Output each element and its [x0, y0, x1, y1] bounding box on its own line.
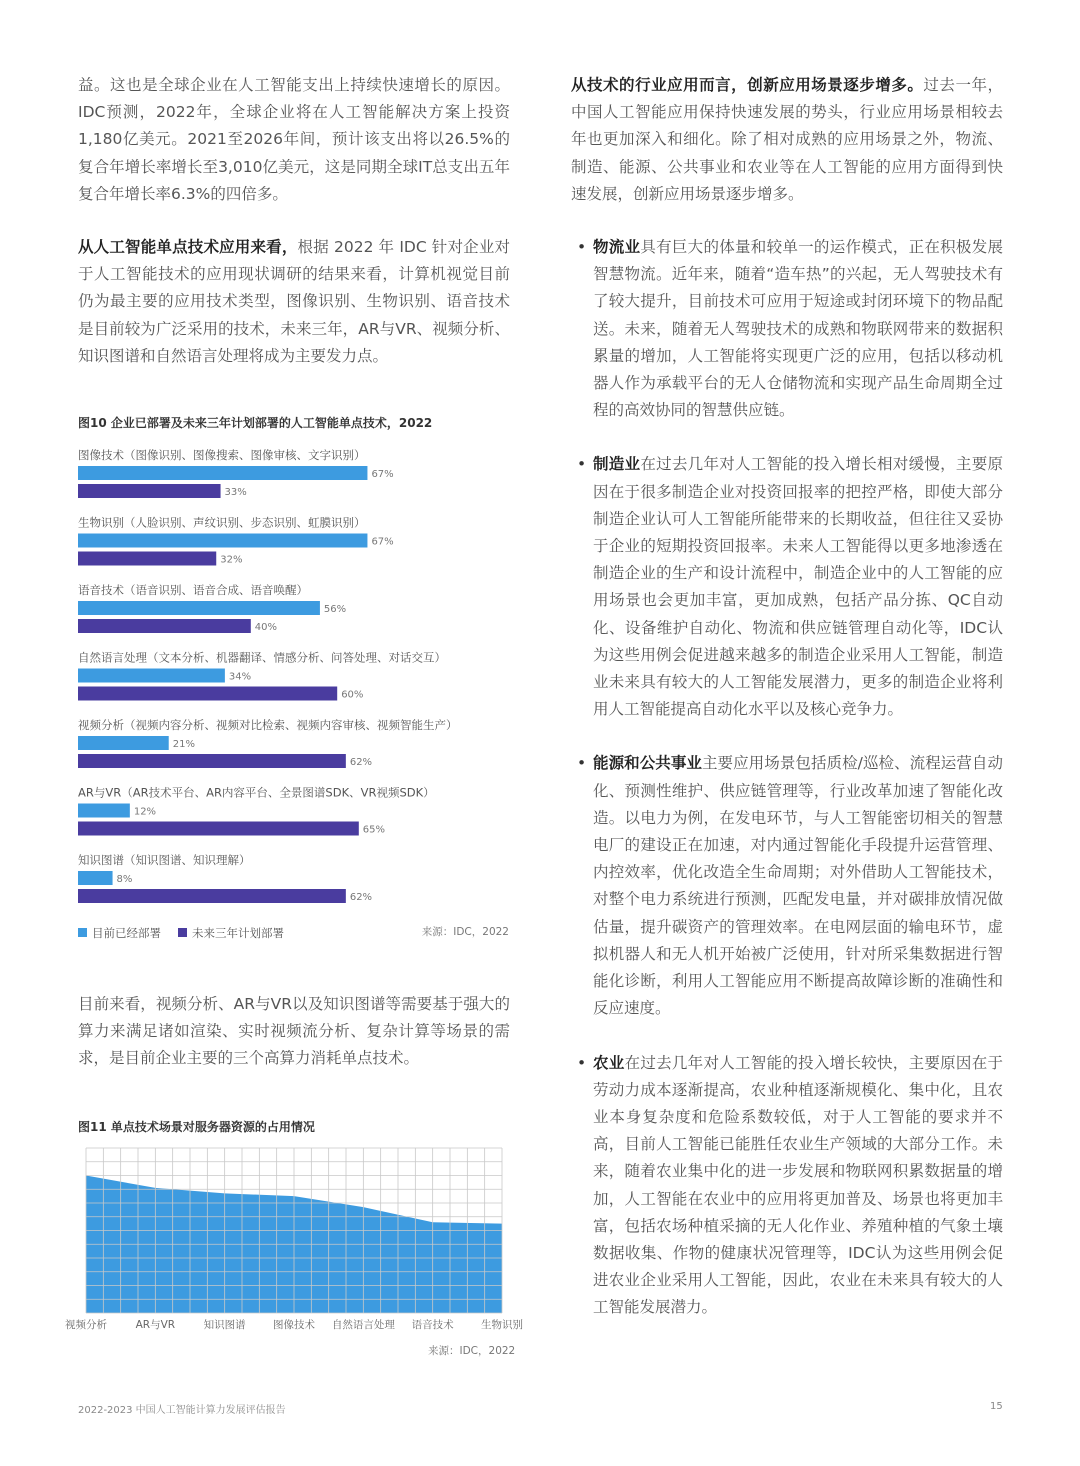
left-column	[78, 72, 510, 370]
value-label-future: 65%	[362, 824, 386, 836]
value-label-current: 56%	[323, 604, 347, 615]
x-tick-label: 自然语言处理	[331, 1319, 395, 1331]
figure11-title: 图11 单点技术场景对服务器资源的占用情况	[78, 1120, 315, 1134]
x-tick-label: 知识图谱	[203, 1319, 246, 1331]
category-label: 知识图谱（知识图谱、知识理解）	[78, 853, 251, 867]
bar-current	[78, 534, 367, 548]
bullet-logistics-text: 具有巨大的体量和较单一的运作模式，正在积极发展智慧物流。近年来，随着“造车热”的兴起，无人驾驶技术有了较大提升，目前技术可应用于短途或封闭环境下的物品配送。未来，随着无人驾驶技术的成熟和物联网带来的数据积累量的增加，人工智能将实现更广泛的应用，包括以移动机器人作为承载平台的无人仓储物流和实现产品生命周期全过程的高效协同的智慧供应链。	[593, 238, 1003, 420]
legend-swatch-future	[178, 928, 187, 937]
bullet-agriculture	[571, 1050, 1003, 1322]
single-tech-body: 根据 2022 年 IDC 针对企业对于人工智能技术的应用现状调研的结果来看，计算机视觉目前仍为最主要的应用技术类型，图像识别、生物识别、语音技术是目前较为广泛采用的技术，未来三年，AR与VR、视频分析、知识图谱和自然语言处理将成为主要发力点。	[78, 238, 510, 365]
bullet-energy-text: 主要应用场景包括质检/巡检、流程运营自动化、预测性维护、供应链管理等，行业改革加速了智能化改造。以电力为例，在发电环节，与人工智能密切相关的智慧电厂的建设正在加速，对内通过智能化手段提升运营管理、内控效率，优化改造全生命周期；对外借助人工智能技术，对整个电力系统进行预测，匹配发电量，并对碳排放情况做估量，提升碳资产的管理效率。在电网层面的输电环节，虚拟机器人和无人机开始被广泛使用，针对所采集数据进行智能化诊断，利用人工智能应用不断提高故障诊断的准确性和反应速度。	[593, 754, 1003, 1018]
bar-current	[78, 601, 320, 615]
industry-body: 过去一年，中国人工智能应用保持快速发展的势头，行业应用场景相较去年也更加深入和细化。除了相对成熟的应用场景之外，物流、制造、能源、公共事业和农业等在人工智能的应用方面得到快速发展，创新应用场景逐步增多。	[571, 76, 1003, 203]
category-label: 图像技术（图像识别、图像搜索、图像审核、文字识别）	[78, 448, 366, 462]
bar-future	[78, 754, 346, 768]
x-tick-label: AR与VR	[135, 1319, 176, 1331]
bar-current	[78, 669, 225, 683]
value-label-future: 60%	[341, 689, 364, 701]
high-compute-paragraph: 目前来看，视频分析、AR与VR以及知识图谱等需要基于强大的算力来满足诸如渲染、实时视频流分析、复杂计算等场景的需求，是目前企业主要的三个高算力消耗单点技术。	[78, 995, 510, 1068]
single-tech-lead: 从人工智能单点技术应用来看，	[78, 238, 298, 257]
bar-current	[78, 871, 113, 885]
bar-future	[78, 484, 221, 498]
figure11-source: 来源：IDC，2022	[428, 1345, 516, 1357]
value-label-current: 12%	[133, 806, 157, 818]
figure10-source: 来源：IDC，2022	[421, 926, 509, 938]
category-label: 语音技术（语音识别、语音合成、语音唤醒）	[78, 583, 308, 597]
legend-label-future: 未来三年计划部署	[192, 926, 284, 940]
bullet-energy-title: 能源和公共事业	[593, 754, 702, 773]
bullet-energy	[571, 750, 1003, 1022]
bullet-dot-icon: •	[577, 238, 587, 257]
value-label-future: 62%	[349, 757, 373, 768]
value-label-current: 67%	[371, 536, 394, 548]
bar-future	[78, 619, 251, 633]
value-label-current: 8%	[116, 874, 133, 885]
bar-current	[78, 736, 169, 750]
category-label: 生物识别（人脸识别、声纹识别、步态识别、虹膜识别）	[78, 515, 366, 530]
legend-swatch-current	[78, 928, 87, 937]
value-label-future: 33%	[224, 487, 247, 498]
bullet-agriculture-text: 在过去几年对人工智能的投入增长较快，主要原因在于劳动力成本逐渐提高，农业种植逐渐规模化、集中化，且农业本身复杂度和危险系数较低，对于人工智能的要求并不高，目前人工智能已能胜任农业生产领域的大部分工作。未来，随着农业集中化的进一步发展和物联网积累数据量的增加，人工智能在农业中的应用将更加普及、场景也将更加丰富，包括农场种植采摘的无人化作业、养殖种植的气象土壤数据收集、作物的健康状况管理等，IDC认为这些用例会促进农业企业采用人工智能，因此，农业在未来具有较大的人工智能发展潜力。	[593, 1053, 1003, 1317]
bar-future	[78, 889, 346, 903]
value-label-future: 40%	[254, 622, 278, 633]
intro-paragraph: 益。这也是全球企业在人工智能支出上持续快速增长的原因。IDC预测，2022年，全球企业将在人工智能解决方案上投资1,180亿美元。2021至2026年间，预计该支出将以26.5%的复合年增长率增长至3,010亿美元，这是同期全球IT总支出五年复合年增长率6.3%的四倍多。	[78, 76, 510, 203]
right-column	[571, 72, 1003, 1322]
x-tick-label: 图像技术	[273, 1319, 315, 1331]
x-tick-label: 生物识别	[481, 1319, 523, 1331]
footer-report-title: 2022-2023 中国人工智能计算力发展评估报告	[78, 1405, 286, 1416]
figure10-chart	[78, 443, 510, 953]
value-label-current: 21%	[172, 739, 195, 750]
bar-future	[78, 552, 216, 566]
bullet-manufacturing-title: 制造业	[593, 455, 641, 474]
bar-current	[78, 466, 367, 480]
x-tick-label: 视频分析	[65, 1319, 107, 1331]
value-label-future: 32%	[220, 554, 243, 566]
bullet-dot-icon: •	[577, 754, 587, 773]
bar-future	[78, 687, 337, 701]
bar-future	[78, 822, 359, 836]
category-label: AR与VR（AR技术平台、AR内容平台、全景图谱SDK、VR视频SDK）	[78, 785, 435, 800]
bar-current	[78, 804, 130, 818]
bullet-manufacturing-text: 在过去几年对人工智能的投入增长相对缓慢，主要原因在于很多制造企业对投资回报率的把控严格，即使大部分制造企业认可人工智能所能带来的长期收益，但往往又妥协于企业的短期投资回报率。未来人工智能得以更多地渗透在制造企业的生产和设计流程中，制造企业中的人工智能的应用场景也会更加丰富，更加成熟，包括产品分拣、QC自动化、设备维护自动化、物流和供应链管理自动化等，IDC认为这些用例会促进越来越多的制造企业采用人工智能，制造业未来具有较大的人工智能发展潜力，更多的制造企业将利用人工智能提高自动化水平以及核心竞争力。	[593, 455, 1003, 719]
bullet-logistics	[571, 234, 1003, 424]
industry-paragraph	[571, 72, 1003, 208]
industry-lead: 从技术的行业应用而言，创新应用场景逐步增多。	[571, 76, 924, 94]
x-tick-label: 语音技术	[411, 1319, 454, 1331]
bullet-logistics-title: 物流业	[593, 238, 641, 257]
bullet-dot-icon: •	[577, 455, 587, 474]
value-label-future: 62%	[349, 892, 373, 903]
category-label: 视频分析（视频内容分析、视频对比检索、视频内容审核、视频智能生产）	[78, 718, 458, 732]
single-tech-paragraph	[78, 234, 510, 370]
bullet-manufacturing	[571, 451, 1003, 723]
value-label-current: 67%	[371, 469, 394, 480]
value-label-current: 34%	[228, 671, 252, 683]
bullet-dot-icon: •	[577, 1053, 587, 1072]
bullet-agriculture-title: 农业	[593, 1053, 625, 1072]
page-number: 15	[990, 1401, 1003, 1412]
figure11-chart	[65, 1145, 523, 1375]
category-label: 自然语言处理（文本分析、机器翻译、情感分析、问答处理、对话交互）	[78, 650, 446, 665]
legend-label-current: 目前已经部署	[92, 926, 161, 940]
figure10-title: 图10 企业已部署及未来三年计划部署的人工智能单点技术，2022	[78, 416, 433, 430]
